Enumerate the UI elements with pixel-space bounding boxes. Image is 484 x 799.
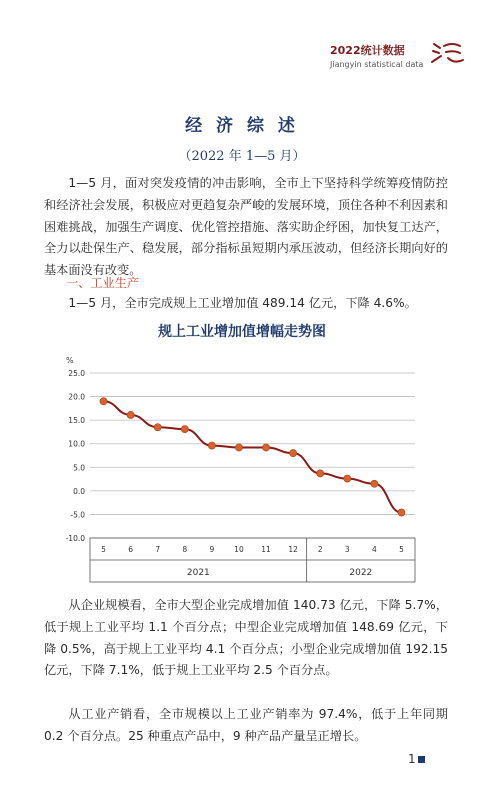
data-point	[181, 426, 188, 433]
x-tick-label: 5	[399, 545, 404, 554]
y-tick-label: 25.0	[68, 369, 85, 378]
page-subtitle: （2022 年 1—5 月）	[178, 149, 306, 164]
data-point	[371, 480, 378, 487]
y-tick-label: -10.0	[65, 534, 85, 543]
series-line	[104, 401, 402, 512]
x-tick-label: 4	[371, 545, 377, 554]
calligraphy-logo-icon	[430, 38, 466, 68]
x-tick-label: 10	[234, 545, 244, 554]
paragraph-sales: 从工业产销看，全市规模以上工业产销率为 97.4%，低于上年同期 0.2 个百分点。25 种重点产品中，9 种产品产量呈正增长。	[44, 707, 448, 743]
x-tick-label: 8	[182, 545, 188, 554]
data-point	[344, 475, 351, 482]
chart-ylabel: %	[66, 356, 74, 365]
y-tick-label: 10.0	[68, 439, 85, 449]
data-point	[290, 450, 297, 457]
data-point	[100, 398, 107, 405]
data-point	[398, 509, 405, 516]
x-tick-label: 9	[209, 545, 215, 554]
paragraph-industrial-output: 1—5 月，全市完成规上工业增加值 489.14 亿元，下降 4.6%。	[68, 296, 417, 310]
page-number: 1	[408, 752, 416, 766]
page-marker-square	[418, 756, 425, 763]
y-tick-label: 15.0	[68, 416, 85, 426]
data-point	[235, 444, 242, 451]
data-point	[262, 444, 269, 451]
x-tick-label: 7	[155, 545, 161, 554]
header-brand-title: 2022统计数据	[330, 44, 405, 57]
section-heading: 一、工业生产	[66, 276, 140, 290]
x-group-label: 2021	[186, 568, 210, 578]
x-tick-label: 6	[128, 545, 134, 554]
data-point	[127, 411, 134, 418]
x-tick-label: 5	[101, 545, 106, 554]
intro-paragraph: 1—5 月，面对突发疫情的冲击影响，全市上下坚持科学统筹疫情防控和经济社会发展，积极应对更趋复杂严峻的发展环境，顶住各种不利因素和困难挑战，加强生产调度、优化管控措施、落实助企纾困，加快复工达产，全力以赴保生产、稳发展，部分指标虽短期内承压波动，但经济长期向好的基本面没有改变。	[44, 176, 448, 278]
data-point	[208, 442, 215, 449]
x-group-label: 2022	[349, 568, 373, 578]
x-tick-label: 3	[344, 545, 350, 554]
data-point	[154, 424, 161, 431]
chart-title: 规上工业增加值增幅走势图	[158, 324, 326, 340]
header-brand-subtitle: Jiangyin statistical data	[330, 60, 424, 69]
data-point	[317, 470, 324, 477]
y-tick-label: 0.0	[73, 486, 85, 496]
y-tick-label: 5.0	[73, 463, 85, 473]
y-tick-label: 20.0	[68, 392, 85, 402]
page-title: 经 济 综 述	[185, 116, 299, 136]
x-tick-label: 12	[288, 545, 298, 554]
paragraph-enterprise-scale: 从企业规模看，全市大型企业完成增加值 140.73 亿元，下降 5.7%，低于规上工业平均 1.1 个百分点；中型企业完成增加值 148.69 亿元，下降 0.5%，高于规上工业平均 4.1 个百分点；小型企业完成增加值 192.15 亿元，下降 7.1%，低于规上工业平均 2.5 个百分点。	[44, 598, 448, 678]
x-tick-label: 11	[261, 545, 271, 554]
y-tick-label: -5.0	[70, 510, 85, 520]
x-tick-label: 2	[317, 545, 323, 554]
line-chart	[60, 345, 424, 595]
